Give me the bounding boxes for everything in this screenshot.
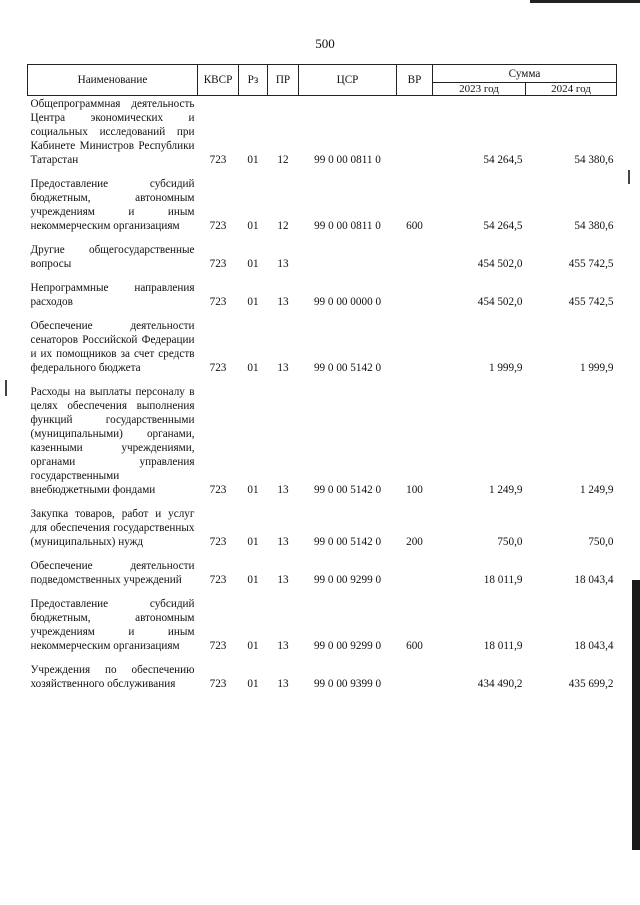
cell-sum-2023: 434 490,2 (477, 678, 523, 690)
cell-csr: 99 0 00 0811 0 (314, 154, 381, 166)
header-kvsr: КВСР (198, 65, 239, 96)
cell-csr: 99 0 00 5142 0 (313, 362, 382, 374)
cell-pr: 12 (277, 154, 289, 166)
cell-vr: 600 (406, 640, 423, 652)
scan-artifact-mark (628, 170, 630, 184)
cell-kvsr: 723 (209, 154, 227, 166)
table-row (28, 239, 617, 277)
cell-rz: 01 (247, 678, 259, 690)
header-pr: ПР (268, 65, 299, 96)
table-row (28, 277, 617, 315)
cell-sum-2024: 455 742,5 (568, 258, 614, 270)
cell-pr: 13 (277, 678, 289, 690)
cell-sum-2023: 54 264,5 (483, 154, 523, 166)
cell-kvsr: 723 (209, 678, 227, 690)
cell-sum-2024: 1 249,9 (579, 484, 614, 496)
table-row (28, 96, 617, 174)
cell-name: Обеспечение деятельности сенаторов Российской Федерации и их помощников за счет средств федерального бюджета (30, 320, 195, 374)
cell-kvsr: 723 (209, 574, 227, 586)
cell-name: Предоставление субсидий бюджетным, автономным учреждениям и иным некоммерческим организациям (30, 598, 195, 652)
cell-vr: 100 (406, 484, 423, 496)
budget-table (27, 64, 617, 697)
table-row (28, 173, 617, 239)
cell-name: Непрограммные направления расходов (30, 282, 195, 308)
cell-sum-2024: 1 999,9 (579, 362, 614, 374)
cell-pr: 13 (277, 258, 289, 270)
cell-pr: 13 (277, 484, 289, 496)
cell-sum-2023: 1 249,9 (488, 484, 523, 496)
cell-vr (397, 277, 433, 315)
cell-csr: 99 0 00 0811 0 (314, 220, 381, 232)
cell-name: Другие общегосударственные вопросы (30, 244, 195, 270)
cell-csr: 99 0 00 5142 0 (313, 536, 382, 548)
scan-artifact-top (530, 0, 640, 3)
scan-artifact-mark-left (5, 380, 7, 396)
header-name: Наименование (28, 65, 198, 96)
header-year-2023: 2023 год (433, 83, 526, 96)
cell-kvsr: 723 (209, 484, 227, 496)
cell-kvsr: 723 (209, 536, 227, 548)
cell-pr: 13 (277, 536, 289, 548)
cell-rz: 01 (247, 536, 259, 548)
cell-pr: 13 (277, 296, 289, 308)
cell-vr (397, 96, 433, 174)
cell-name: Закупка товаров, работ и услуг для обеспечения государственных (муниципальных) нужд (30, 508, 195, 548)
cell-pr: 13 (277, 574, 289, 586)
cell-rz: 01 (247, 220, 259, 232)
cell-vr (397, 239, 433, 277)
table-row (28, 555, 617, 593)
scan-artifact-right-edge (632, 580, 640, 850)
cell-csr: 99 0 00 5142 0 (313, 484, 382, 496)
cell-sum-2023: 750,0 (497, 536, 523, 548)
cell-rz: 01 (247, 154, 259, 166)
cell-rz: 01 (247, 640, 259, 652)
cell-name: Общепрограммная деятельность Центра экономических и социальных исследований при Кабинете Министров Республики Татарстан (30, 98, 195, 166)
cell-name: Расходы на выплаты персоналу в целях обеспечения выполнения функций государственными (муниципальными) органами, казенными учреждениями, органами управления государственными внебюджетными фондами (30, 386, 195, 496)
cell-csr: 99 0 00 9399 0 (313, 678, 382, 690)
cell-vr (397, 659, 433, 697)
cell-sum-2024: 18 043,4 (574, 640, 614, 652)
cell-rz: 01 (247, 362, 259, 374)
cell-rz: 01 (247, 574, 259, 586)
cell-sum-2023: 18 011,9 (483, 640, 523, 652)
cell-kvsr: 723 (209, 296, 227, 308)
header-vr: ВР (397, 65, 433, 96)
cell-sum-2024: 455 742,5 (568, 296, 614, 308)
cell-pr: 12 (277, 220, 289, 232)
cell-sum-2023: 54 264,5 (483, 220, 523, 232)
cell-vr (397, 315, 433, 381)
table-row (28, 381, 617, 503)
cell-kvsr: 723 (209, 640, 227, 652)
cell-kvsr: 723 (209, 258, 227, 270)
header-year-2024: 2024 год (526, 83, 617, 96)
cell-sum-2023: 454 502,0 (477, 296, 523, 308)
cell-rz: 01 (247, 258, 259, 270)
cell-vr (397, 555, 433, 593)
cell-sum-2024: 54 380,6 (574, 154, 614, 166)
cell-csr: 99 0 00 9299 0 (313, 640, 382, 652)
table-body (28, 96, 617, 698)
cell-name: Учреждения по обеспечению хозяйственного обслуживания (30, 664, 195, 690)
cell-vr: 600 (406, 220, 423, 232)
cell-name: Предоставление субсидий бюджетным, автономным учреждениям и иным некоммерческим организациям (30, 178, 195, 232)
header-csr: ЦСР (299, 65, 397, 96)
table-row (28, 503, 617, 555)
cell-sum-2024: 750,0 (588, 536, 614, 548)
cell-pr: 13 (277, 362, 289, 374)
cell-sum-2023: 18 011,9 (483, 574, 523, 586)
cell-name: Обеспечение деятельности подведомственных учреждений (30, 560, 195, 586)
table-row (28, 593, 617, 659)
cell-csr: 99 0 00 9299 0 (313, 574, 382, 586)
table-row (28, 315, 617, 381)
cell-rz: 01 (247, 484, 259, 496)
header-rz: Рз (239, 65, 268, 96)
cell-kvsr: 723 (209, 220, 227, 232)
cell-sum-2023: 454 502,0 (477, 258, 523, 270)
cell-sum-2024: 18 043,4 (574, 574, 614, 586)
cell-sum-2024: 435 699,2 (568, 678, 614, 690)
table-row (28, 659, 617, 697)
cell-vr: 200 (406, 536, 423, 548)
page-number: 500 (315, 36, 335, 51)
cell-sum-2023: 1 999,9 (488, 362, 523, 374)
cell-csr (299, 239, 397, 277)
cell-rz: 01 (247, 296, 259, 308)
header-sum: Сумма (433, 65, 617, 83)
cell-pr: 13 (277, 640, 289, 652)
cell-sum-2024: 54 380,6 (574, 220, 614, 232)
cell-csr: 99 0 00 0000 0 (313, 296, 382, 308)
cell-kvsr: 723 (209, 362, 227, 374)
